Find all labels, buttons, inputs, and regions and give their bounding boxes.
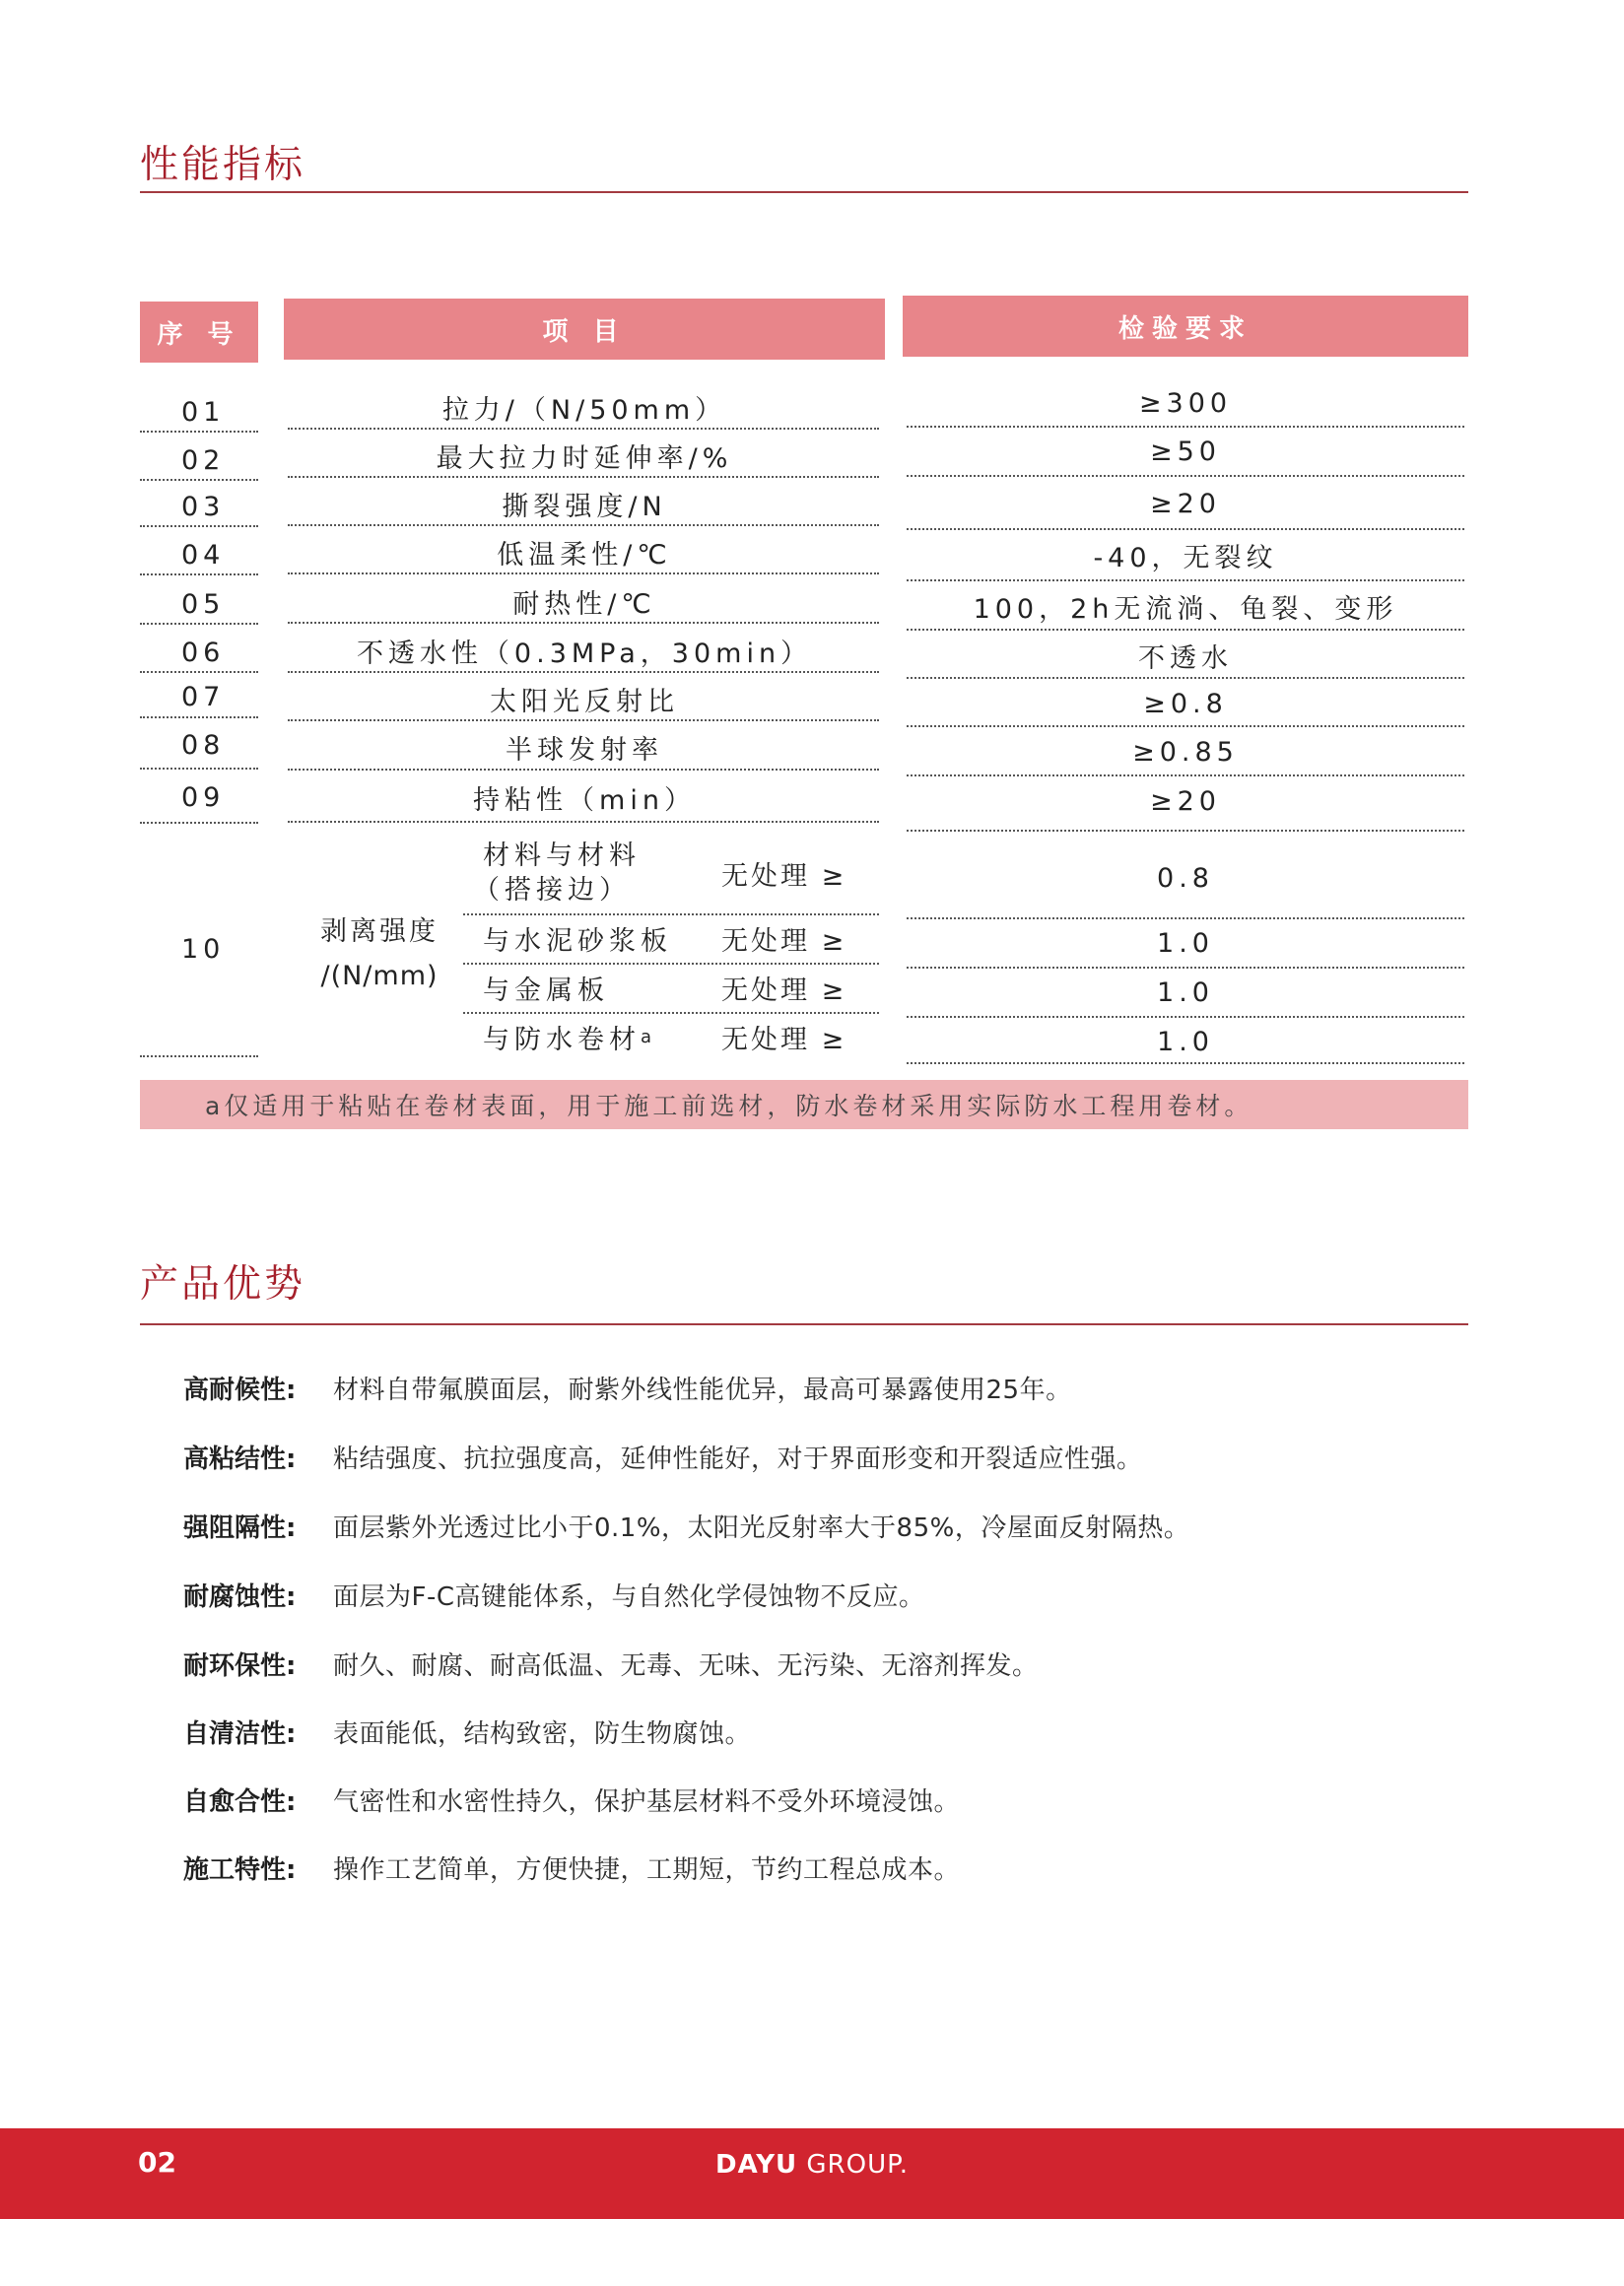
row-item: 低温柔性/℃ xyxy=(497,539,672,571)
row-requirement: ≥20 xyxy=(1150,785,1221,817)
advantage-text: 表面能低，结构致密，防生物腐蚀。 xyxy=(333,1719,752,1749)
brand-rest: GROUP. xyxy=(797,2150,910,2180)
row-no: 08 xyxy=(181,729,226,761)
peel-sub-item: 与金属板 xyxy=(483,975,609,1006)
divider xyxy=(907,426,1464,428)
advantages-title-rule xyxy=(140,1323,1468,1325)
advantage-label: 耐环保性: xyxy=(183,1651,297,1681)
divider xyxy=(288,476,879,478)
divider xyxy=(907,967,1464,969)
divider xyxy=(140,623,258,625)
advantage-item xyxy=(183,1370,1072,1406)
peel-sub-condition: 无处理 ≥ xyxy=(721,925,847,957)
peel-sub-condition: 无处理 ≥ xyxy=(721,1024,847,1055)
divider xyxy=(140,768,258,770)
brand-name xyxy=(0,2150,1624,2180)
table-footnote: a仅适用于粘贴在卷材表面，用于施工前选材，防水卷材采用实际防水工程用卷材。 xyxy=(140,1080,1468,1129)
divider xyxy=(140,671,258,673)
row-requirement: ≥0.8 xyxy=(1143,688,1228,719)
divider xyxy=(463,1012,879,1014)
performance-title: 性能指标 xyxy=(140,143,306,187)
row-item: 太阳光反射比 xyxy=(490,686,679,717)
row-no: 06 xyxy=(181,637,226,668)
advantage-text: 气密性和水密性持久，保护基层材料不受外环境浸蚀。 xyxy=(333,1787,961,1817)
row-requirement: 100，2h无流淌、龟裂、变形 xyxy=(973,593,1398,625)
row-no: 10 xyxy=(181,933,226,965)
row-no: 07 xyxy=(181,681,226,712)
advantage-text: 面层为F-C高键能体系，与自然化学侵蚀物不反应。 xyxy=(333,1582,925,1612)
header-no: 序 号 xyxy=(140,302,258,363)
row-item: 拉力/（N/50mm） xyxy=(441,394,727,426)
divider xyxy=(140,431,258,433)
row-item: 最大拉力时延伸率/% xyxy=(436,442,733,474)
divider xyxy=(288,671,879,673)
peel-sub-condition: 无处理 ≥ xyxy=(721,860,847,892)
divider xyxy=(907,774,1464,776)
divider xyxy=(907,1062,1464,1064)
divider xyxy=(140,479,258,481)
row-no: 01 xyxy=(181,396,226,428)
row-item: 持粘性（min） xyxy=(473,784,696,816)
advantages-title: 产品优势 xyxy=(140,1262,306,1307)
row-no: 09 xyxy=(181,781,226,813)
divider xyxy=(463,913,879,915)
advantage-label: 施工特性: xyxy=(183,1855,297,1885)
advantage-item xyxy=(183,1849,960,1886)
advantage-text: 材料自带氟膜面层，耐紫外线性能优异，最高可暴露使用25年。 xyxy=(333,1376,1072,1405)
row-no: 04 xyxy=(181,539,226,571)
divider xyxy=(907,1016,1464,1018)
divider xyxy=(140,716,258,718)
row-no: 05 xyxy=(181,588,226,620)
divider xyxy=(907,725,1464,727)
peel-sub-requirement: 1.0 xyxy=(1157,1026,1214,1057)
divider xyxy=(288,428,879,430)
advantage-item xyxy=(183,1646,1039,1682)
row-requirement: ≥0.85 xyxy=(1132,736,1239,768)
row-requirement: 不透水 xyxy=(1138,642,1233,674)
page-number: 02 xyxy=(138,2146,176,2179)
peel-sub-item-note: （搭接边） xyxy=(473,874,631,906)
divider xyxy=(907,528,1464,530)
advantage-label: 高耐候性: xyxy=(183,1376,297,1405)
header-item: 项 目 xyxy=(284,299,885,360)
peel-sub-item xyxy=(483,1015,700,1058)
row-no: 03 xyxy=(181,491,226,522)
advantage-text: 面层紫外光透过比小于0.1%，太阳光反射率大于85%，冷屋面反射隔热。 xyxy=(333,1513,1190,1543)
advantage-text: 耐久、耐腐、耐高低温、无毒、无味、无污染、无溶剂挥发。 xyxy=(333,1651,1039,1681)
advantage-label: 自清洁性: xyxy=(183,1719,297,1749)
peel-sub-condition: 无处理 ≥ xyxy=(721,975,847,1006)
peel-sub-item-text: 与防水卷材 xyxy=(483,1024,641,1055)
advantage-text: 操作工艺简单，方便快捷，工期短，节约工程总成本。 xyxy=(333,1855,961,1885)
divider xyxy=(288,719,879,721)
brand-bold: DAYU xyxy=(714,2150,798,2180)
divider xyxy=(907,830,1464,832)
performance-title-rule xyxy=(140,191,1468,193)
divider xyxy=(288,769,879,771)
divider xyxy=(907,629,1464,631)
divider xyxy=(907,677,1464,679)
advantage-item xyxy=(183,1439,1143,1475)
divider xyxy=(140,573,258,575)
divider xyxy=(463,963,879,965)
divider xyxy=(140,822,258,824)
advantage-item xyxy=(183,1782,960,1818)
row-requirement: -40，无裂纹 xyxy=(1093,542,1278,573)
divider xyxy=(907,917,1464,919)
divider xyxy=(140,525,258,527)
peel-sub-item: 材料与材料 xyxy=(483,840,641,871)
row-item: 半球发射率 xyxy=(506,734,663,766)
peel-label: 剥离强度 xyxy=(320,915,439,947)
footnote-marker: a xyxy=(641,1026,652,1047)
peel-sub-requirement: 1.0 xyxy=(1157,976,1214,1008)
peel-unit: /(N/mm) xyxy=(320,960,439,991)
peel-sub-requirement: 1.0 xyxy=(1157,927,1214,959)
row-item: 不透水性（0.3MPa，30min） xyxy=(356,638,813,669)
divider xyxy=(288,622,879,624)
advantage-item xyxy=(183,1714,751,1750)
advantage-item xyxy=(183,1577,925,1613)
advantage-label: 高粘结性: xyxy=(183,1445,297,1474)
divider xyxy=(288,821,879,823)
advantage-label: 强阻隔性: xyxy=(183,1513,297,1543)
peel-sub-item: 与水泥砂浆板 xyxy=(483,925,672,957)
advantage-label: 自愈合性: xyxy=(183,1787,297,1817)
row-requirement: ≥20 xyxy=(1150,488,1221,519)
row-item: 耐热性/℃ xyxy=(512,588,656,620)
divider xyxy=(140,1055,258,1057)
divider xyxy=(288,524,879,526)
row-requirement: ≥50 xyxy=(1150,436,1221,467)
advantage-item xyxy=(183,1508,1189,1544)
row-no: 02 xyxy=(181,444,226,476)
divider xyxy=(907,475,1464,477)
header-requirement: 检验要求 xyxy=(903,296,1468,357)
divider xyxy=(288,572,879,574)
divider xyxy=(907,579,1464,581)
peel-sub-requirement: 0.8 xyxy=(1157,862,1214,894)
advantage-label: 耐腐蚀性: xyxy=(183,1582,297,1612)
advantage-text: 粘结强度、抗拉强度高，延伸性能好，对于界面形变和开裂适应性强。 xyxy=(333,1445,1143,1474)
row-requirement: ≥300 xyxy=(1138,387,1233,419)
row-item: 撕裂强度/N xyxy=(502,491,667,522)
